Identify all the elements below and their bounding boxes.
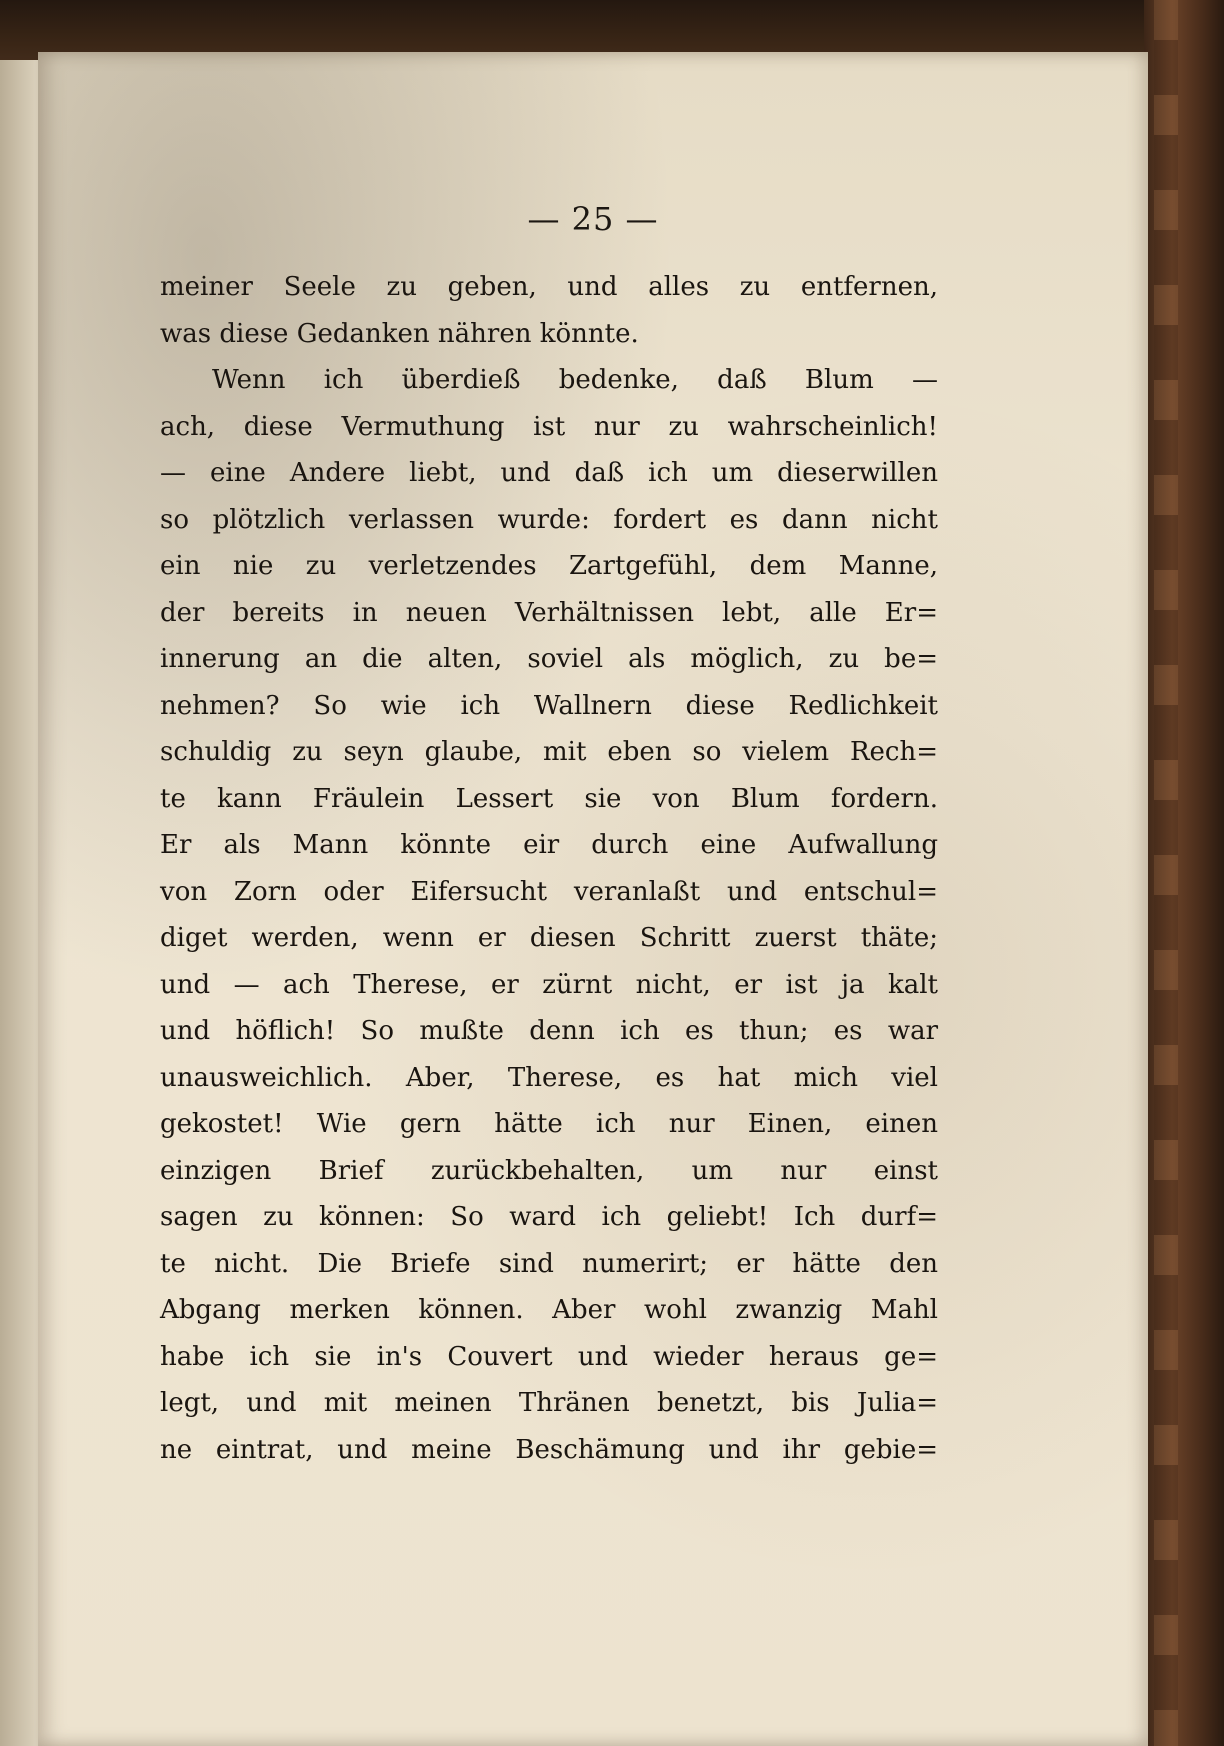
text-line: — eine Andere liebt, und daß ich um dieserwillen (160, 458, 938, 488)
text-line: diget werden, wenn er diesen Schritt zuerst thäte; (160, 923, 938, 953)
text-line: Wenn ich überdieß bedenke, daß Blum — (212, 365, 938, 395)
text-line: te kann Fräulein Lessert sie von Blum fordern. (160, 783, 938, 814)
book-spine (1144, 0, 1224, 1746)
page-text (160, 264, 938, 1473)
text-line: ein nie zu verletzendes Zartgefühl, dem Manne, (160, 551, 938, 581)
text-line: innerung an die alten, soviel als möglich, zu be= (160, 644, 938, 674)
text-line: der bereits in neuen Verhältnissen lebt, alle Er= (160, 597, 938, 628)
text-line: te nicht. Die Briefe sind numerirt; er hätte den (160, 1248, 938, 1279)
text-line: Abgang merken können. Aber wohl zwanzig Mahl (160, 1295, 938, 1325)
text-line: von Zorn oder Eifersucht veranlaßt und entschul= (160, 876, 938, 907)
text-line: meiner Seele zu geben, und alles zu entfernen, (160, 272, 938, 302)
page-number: — 25 — (527, 200, 659, 238)
book-page (38, 52, 1148, 1746)
text-line: was diese Gedanken nähren könnte. (160, 318, 639, 349)
text-line: habe ich sie in's Couvert und wieder heraus ge= (160, 1341, 938, 1372)
text-line: unausweichlich. Aber, Therese, es hat mich viel (160, 1062, 938, 1093)
text-line: gekostet! Wie gern hätte ich nur Einen, einen (160, 1109, 938, 1139)
text-line: ach, diese Vermuthung ist nur zu wahrscheinlich! (160, 411, 938, 442)
text-line: und — ach Therese, er zürnt nicht, er ist ja kalt (160, 969, 938, 1000)
text-line: schuldig zu seyn glaube, mit eben so vielem Rech= (160, 737, 938, 767)
text-line: so plötzlich verlassen wurde: fordert es dann nicht (160, 504, 938, 535)
text-line: nehmen? So wie ich Wallnern diese Redlichkeit (160, 690, 938, 721)
text-line: und höflich! So mußte denn ich es thun; es war (160, 1016, 938, 1046)
text-line: ne eintrat, und meine Beschämung und ihr gebie= (160, 1434, 938, 1465)
text-line: sagen zu können: So ward ich geliebt! Ich durf= (160, 1202, 938, 1232)
text-line: legt, und mit meinen Thränen benetzt, bis Julia= (160, 1388, 938, 1418)
text-line: einzigen Brief zurückbehalten, um nur einst (160, 1155, 938, 1186)
text-line: Er als Mann könnte eir durch eine Aufwallung (160, 830, 938, 860)
